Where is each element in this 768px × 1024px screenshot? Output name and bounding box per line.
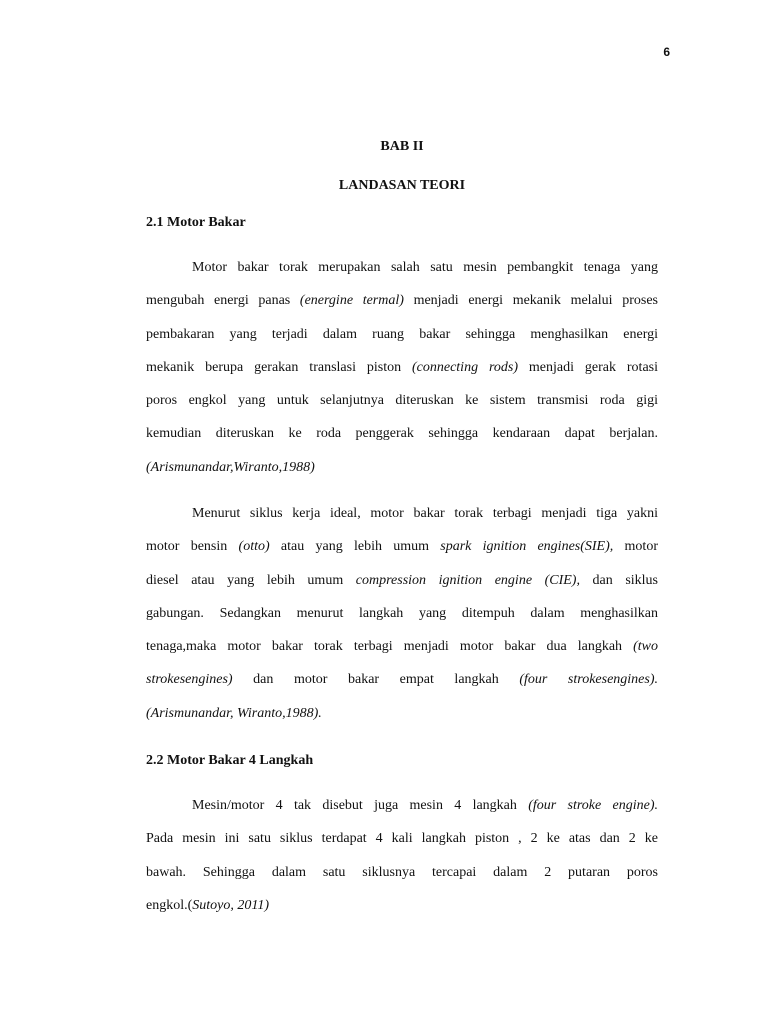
text-line (146, 822, 658, 855)
text-line (146, 856, 658, 889)
text-line (146, 564, 658, 597)
text-line (146, 417, 658, 450)
italic-text: (connecting rods) (411, 359, 519, 375)
paragraph-motor-bakar-4-langkah (146, 789, 658, 922)
text-line (146, 251, 658, 284)
text-run: dan siklus (579, 572, 658, 588)
text-run: Motor bakar torak merupakan salah satu mesin pembangkit tenaga yang (192, 260, 658, 275)
text-run: pembakaran yang terjadi dalam ruang bakar sehingga menghasilkan energi (146, 326, 658, 342)
text-run: menjadi gerak rotasi (518, 359, 659, 375)
text-line (146, 351, 658, 384)
italic-text: (energine termal) (299, 293, 404, 309)
text-line (146, 497, 658, 530)
italic-text: Sutoyo, 2011) (192, 897, 269, 913)
text-run: bawah. Sehingga dalam satu siklusnya tercapai dalam 2 putaran poros (146, 864, 658, 880)
chapter-title: LANDASAN TEORI (338, 178, 466, 193)
paragraph-motor-bakar-1 (146, 251, 658, 484)
section-heading-motor-bakar: 2.1 Motor Bakar (146, 215, 246, 230)
text-line (146, 630, 658, 663)
text-line (146, 451, 658, 484)
italic-text: (otto) (238, 539, 270, 555)
text-line (146, 663, 658, 696)
text-run: menjadi energi mekanik melalui proses (403, 293, 658, 309)
text-run: mengubah energi panas (146, 293, 300, 309)
text-line (146, 384, 658, 417)
italic-text: (Arismunandar, Wiranto,1988). (146, 705, 322, 721)
text-line (146, 597, 658, 630)
text-run: Pada mesin ini satu siklus terdapat 4 kali langkah piston , 2 ke atas dan 2 ke (146, 831, 658, 847)
text-run: kemudian diteruskan ke roda penggerak sehingga kendaraan dapat berjalan. (146, 426, 658, 442)
text-run: motor (613, 539, 658, 555)
text-line (146, 530, 658, 563)
text-run: poros engkol yang untuk selanjutnya diteruskan ke sistem transmisi roda gigi (146, 393, 658, 409)
text-line (146, 697, 658, 730)
text-run: atau yang lebih umum (269, 539, 441, 555)
text-run: motor bensin (146, 539, 239, 555)
paragraph-motor-bakar-2 (146, 497, 658, 730)
italic-text: (four stroke engine). (528, 798, 658, 813)
italic-text: (two (633, 639, 658, 655)
text-run: Menurut siklus kerja ideal, motor bakar torak terbagi menjadi tiga yakni (192, 506, 658, 521)
text-run: tenaga,maka motor bakar torak terbagi menjadi motor bakar dua langkah (146, 639, 634, 655)
text-run: dan motor bakar empat langkah (232, 672, 520, 688)
text-line (146, 889, 658, 922)
text-run: gabungan. Sedangkan menurut langkah yang ditempuh dalam menghasilkan (146, 605, 658, 621)
text-run: engkol.( (146, 897, 193, 913)
italic-text: (four strokesengines). (519, 672, 658, 688)
section-heading-motor-bakar-4-langkah: 2.2 Motor Bakar 4 Langkah (146, 753, 314, 768)
page-number: 6 (663, 45, 670, 59)
chapter-label: BAB II (380, 139, 424, 154)
text-line (146, 318, 658, 351)
text-run: mekanik berupa gerakan translasi piston (146, 359, 412, 375)
italic-text: strokesengines) (146, 672, 233, 688)
text-line (146, 789, 658, 822)
italic-text: compression ignition engine (CIE), (355, 572, 580, 588)
italic-text: (Arismunandar,Wiranto,1988) (146, 459, 315, 475)
text-line (146, 284, 658, 317)
text-run: Mesin/motor 4 tak disebut juga mesin 4 langkah (192, 798, 529, 813)
text-run: diesel atau yang lebih umum (146, 572, 356, 588)
italic-text: spark ignition engines(SIE), (440, 539, 614, 555)
